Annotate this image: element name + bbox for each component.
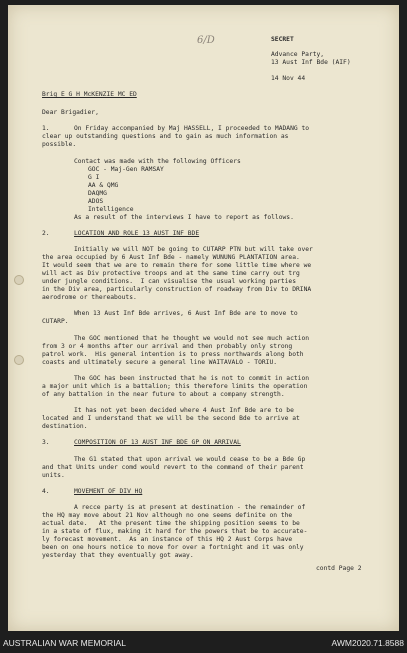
officer-item: G I [88, 174, 100, 181]
para-4-line: ly forecast movement. As an instance of this HQ 2 Aust Corps have [42, 536, 293, 543]
punch-hole [14, 275, 24, 285]
para-3-line: The G1 stated that upon arrival we would cease to be a Bde Gp [74, 456, 306, 463]
para-2-line: It would seem that we are to remain there for some little time where we [42, 262, 312, 269]
para-2-line: from 3 or 4 months after our arrival and then probably only strong [42, 343, 293, 350]
para-4-heading: MOVEMENT OF DIV HQ [74, 488, 143, 495]
para-3-line: and that Units under comd would revert to the command of their parent [42, 464, 304, 471]
para-2-line: CUTARP. [42, 318, 69, 325]
para-2-line: aerodrome or thereabouts. [42, 294, 137, 301]
officer-item: ADOS [88, 198, 104, 205]
handwritten-mark: 6/D [197, 35, 215, 46]
para-2-line: patrol work. His general intention is to press northwards along both [42, 351, 304, 358]
document-page [8, 5, 399, 631]
para-2-line: in the Div area, particularly construction of roadway from Div to DRINA [42, 286, 312, 293]
officer-item: Intelligence [88, 206, 134, 213]
para-2-line: The GOC mentioned that he thought we would not see much action [74, 335, 310, 342]
para-3-heading: COMPOSITION OF 13 AUST INF BDE GP ON ARRIVAL [74, 439, 241, 446]
para-1-number: 1. [42, 125, 50, 132]
para-1-line: clear up outstanding questions and to gain as much information as [42, 133, 289, 140]
para-2-line: The GOC has been instructed that he is not to commit in action [74, 375, 310, 382]
para-4-line: A recce party is at present at destination - the remainder of [74, 504, 306, 511]
sender-line-1: Advance Party, [271, 51, 325, 58]
para-1-result: As a result of the interviews I have to report as follows. [74, 214, 294, 221]
para-2-line: a major unit which is a battalion; this therefore limits the operation [42, 383, 308, 390]
officer-item: AA & QMG [88, 182, 119, 189]
officer-item: GOC - Maj-Gen RAMSAY [88, 166, 164, 173]
para-2-line: located and I understand that we will be the second Bde to arrive at [42, 415, 300, 422]
para-2-number: 2. [42, 230, 50, 237]
para-3-number: 3. [42, 439, 50, 446]
para-2-line: of any battalion in the near future to about a company strength. [42, 391, 285, 398]
archive-name: AUSTRALIAN WAR MEMORIAL [3, 638, 126, 648]
para-4-line: in a state of flux, making it hard for the powers that be to accurate- [42, 528, 308, 535]
para-4-line: the HQ may move about 21 Nov although no one seems definite on the [42, 512, 293, 519]
para-4-number: 4. [42, 488, 50, 495]
salutation: Dear Brigadier, [42, 109, 99, 116]
para-2-line: destination. [42, 423, 88, 430]
para-2-line: will act as Div protective troops and at the same time carry out trg [42, 270, 300, 277]
para-1-line: possible. [42, 141, 77, 148]
archive-reference: AWM2020.71.8588 [331, 638, 404, 648]
classification: SECRET [271, 36, 294, 43]
letter-date: 14 Nov 44 [271, 75, 306, 82]
para-2-line: When 13 Aust Inf Bde arrives, 6 Aust Inf Bde are to move to [74, 310, 298, 317]
para-4-line: actual date. At the present time the shipping position seems to be [42, 520, 300, 527]
para-2-line: It has not yet been decided where 4 Aust Inf Bde are to be [74, 407, 294, 414]
para-4-line: yesterday that they eventually got away. [42, 552, 194, 559]
para-2-heading: LOCATION AND ROLE 13 AUST INF BDE [74, 230, 200, 237]
para-4-line: been on one hours notice to move for over a fortnight and it was only [42, 544, 304, 551]
archive-footer [0, 633, 407, 653]
para-3-line: units. [42, 472, 65, 479]
sender-line-2: 13 Aust Inf Bde (AIF) [271, 59, 351, 66]
para-1-line: On Friday accompanied by Maj HASSELL, I proceeded to MADANG to [74, 125, 310, 132]
punch-hole [14, 355, 24, 365]
para-2-line: the area occupied by 6 Aust Inf Bde - namely WUNUNG PLANTATION area. [42, 254, 300, 261]
para-2-line: under jungle conditions. I can visualise the usual working parties [42, 278, 297, 285]
continued-note: contd Page 2 [316, 565, 362, 572]
officer-item: DAQMG [88, 190, 107, 197]
para-2-line: coasts and ultimately secure a general line WAITAVALO - TORIU. [42, 359, 278, 366]
contact-intro: Contact was made with the following Officers [74, 158, 241, 165]
para-2-line: Initially we will NOT be going to CUTARP PTN but will take over [74, 246, 313, 253]
addressee: Brig E G H McKENZIE MC ED [42, 91, 137, 98]
